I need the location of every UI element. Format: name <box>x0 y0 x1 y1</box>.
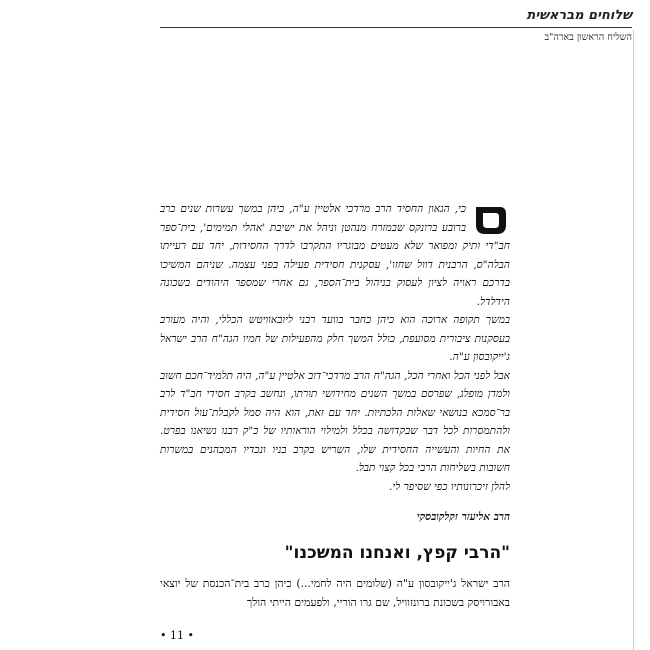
author-signature: הרב אליעזר זקלקובסקי <box>416 511 510 523</box>
running-title: שלוחים מבראשית <box>526 8 632 23</box>
paragraph-1: כי, הגאון החסיד הרב מרדכי אלטיין ע"ה, כיהן במשך עשרות שנים כרב ברובע ברונקס שבמזרח מנהטן וניהל את ישיבת 'אהלי תמימים', בית־ספר חב"די ותיק ומפואר שלא מעטים מבוגריו התקרבו לדרך החסידות, יחד עם רעייתו הבלה"ס, הרבנית דוול שחזו', עסקנית חסידית פעילה בפני עצמה. שניהם המשיכו בדרכם ראויה לציון לעסוק בניהול בית־הספר, גם אחרי שמספר היהודים בשכונה הידלדל. <box>160 203 510 308</box>
page-edge-line <box>633 30 634 650</box>
intro-text <box>160 200 510 496</box>
paragraph-3: אבל לפני הכל ואחרי הכל, הגה"ח הרב מרדכי־דוב אלטיין ע"ה, היה תלמיד־חכם חשוב ולמדן מופלג, שפרסם במשך השנים מחידושי תורתו, ונחשב בקרב חסידי חב"ד לרב בר־סמכא בנושאי שאלות הלכתיות. יחד עם זאת, הוא היה סמל לקבלת־עול חסידית ולהתמסרות לכל דבר שבקדושה בכלל ולמילוי הוראותיו של כ"ק רבנו נשיאנו בפרט. את החיות והעשייה החסידית שלו, השריש בקרב בניו ונכדיו המכהנים במשרות חשובות בשליחות הרבי בכל קצוי תבל. <box>160 369 510 474</box>
page-number: • 11 • <box>160 629 194 642</box>
paragraph-4: להלן זיכרונותיו כפי שסיפר לי. <box>389 480 510 493</box>
paragraph-5: הרב ישראל ג'ייקובסון ע"ה (שלומים היה לחמי...) כיהן כרב בית־הכנסת של יוצאי באבורויסק בשכונת ברונזוויל, שם גרו הוריי, ולפעמים הייתי הולך <box>160 577 510 609</box>
dropcap-samekh-icon <box>472 203 510 237</box>
header-rule <box>160 27 632 28</box>
section-title: השליח הראשון בארה"ב <box>544 32 632 43</box>
closing-text <box>160 574 510 612</box>
section-heading: "הרבי קפץ, ואנחנו המשכנו" <box>284 543 510 563</box>
paragraph-2: במשך תקופה ארוכה הוא כיהן כחבר בוועד רבני ליובאוויטש הכללי, והיה מעורב בעסקנות ציבורית מסועפת, כולל המשך חלק מהפעילות של חמיו הגה"ח הרב ישראל ג'ייקובסון ע"ה. <box>160 314 510 363</box>
